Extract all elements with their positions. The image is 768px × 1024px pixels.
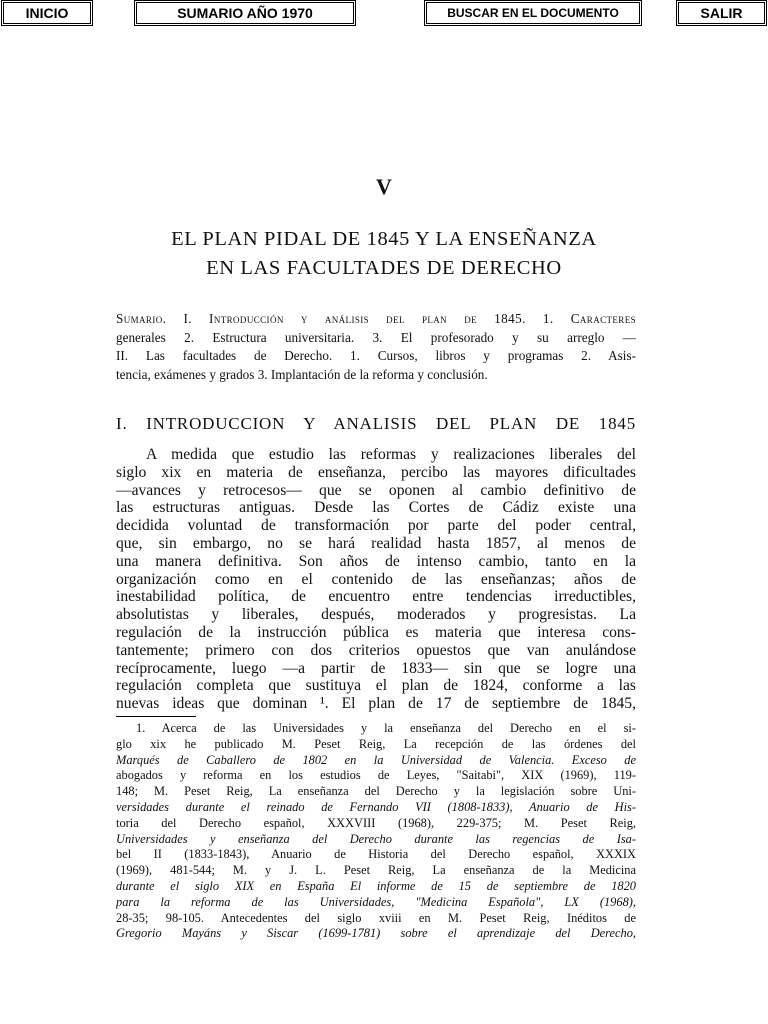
inicio-button[interactable]: INICIO xyxy=(3,2,91,24)
body-line: las estructuras antiguas. Desde las Cortes de Cádiz existe una xyxy=(116,499,636,517)
footnote-separator xyxy=(116,716,196,717)
summary-line: generales 2. Estructura universitaria. 3. El profesorado y su arreglo — xyxy=(116,329,636,345)
footnote-line: bel II (1833-1843), Anuario de Historia del Derecho español, XXXIX xyxy=(116,847,636,862)
chapter-number: V xyxy=(376,174,392,199)
body-line: tantemente; primero con dos criterios opuestos que van anulándose xyxy=(116,641,636,659)
salir-button[interactable]: SALIR xyxy=(678,2,765,24)
body-line: decidida voluntad de transformación por parte del poder central, xyxy=(116,517,636,535)
body-text xyxy=(116,446,636,713)
body-line: regulación completa que sustituya el plan de 1824, conforme a las xyxy=(116,677,636,695)
footnote-line: 1. Acerca de las Universidades y la enseñanza del Derecho en el si- xyxy=(136,721,636,735)
footnote-line: Universidades y enseñanza del Derecho durante las regencias de Isa- xyxy=(116,831,636,846)
footnote-line: 28-35; 98-105. Antecedentes del siglo xviii en M. Peset Reig, Inéditos de xyxy=(116,910,636,925)
footnote-line: versidades durante el reinado de Fernando VII (1808-1833), Anuario de His- xyxy=(116,799,636,814)
body-line: una manera definitiva. Son años de intenso cambio, tanto en la xyxy=(116,552,636,570)
footnote-line: toria del Derecho español, XXXVIII (1968), 229-375; M. Peset Reig, xyxy=(116,815,636,830)
body-line: siglo xix en materia de enseñanza, percibo las mayores dificultades xyxy=(116,463,636,481)
body-line: nuevas ideas que dominan ¹. El plan de 17 de septiembre de 1845, xyxy=(116,695,636,713)
summary-line: Sumario. I. Introducción y análisis del plan de 1845. 1. Caracteres xyxy=(116,311,636,326)
summary xyxy=(116,310,636,384)
summary-line: tencia, exámenes y grados 3. Implantación de la reforma y conclusión. xyxy=(116,366,488,382)
body-line: que, sin embargo, no se hará realidad hasta 1857, al menos de xyxy=(116,534,636,552)
body-line: regulación de la instrucción pública es materia que interesa cons- xyxy=(116,623,636,641)
body-line: recíprocamente, luego —a partir de 1833— sin que se logre una xyxy=(116,659,636,677)
summary-line: II. Las facultades de Derecho. 1. Cursos, libros y programas 2. Asis- xyxy=(116,348,636,363)
search-document-button[interactable]: BUSCAR EN EL DOCUMENTO xyxy=(426,2,640,24)
chapter-title-line-1: EL PLAN PIDAL DE 1845 Y LA ENSEÑANZA xyxy=(171,228,597,250)
body-line: —avances y retrocesos— que se oponen al cambio definitivo de xyxy=(116,481,636,499)
body-line: A medida que estudio las reformas y realizaciones liberales del xyxy=(146,446,636,463)
section-heading: I. INTRODUCCION Y ANALISIS DEL PLAN DE 1845 xyxy=(116,414,636,433)
body-line: absolutistas y liberales, después, moderados y progresistas. La xyxy=(116,606,636,624)
footnote-line: Marqués de Caballero de 1802 en la Universidad de Valencia. Exceso de xyxy=(116,752,636,767)
chapter-title-line-2: EN LAS FACULTADES DE DERECHO xyxy=(206,257,562,279)
footnote-line: durante el siglo XIX en España El informe de 15 de septiembre de 1820 xyxy=(116,878,636,893)
footnote-line: (1969), 481-544; M. y J. L. Peset Reig, La enseñanza de la Medicina xyxy=(116,863,636,878)
footnote-line: 148; M. Peset Reig, La enseñanza del Derecho y la legislación sobre Uni- xyxy=(116,784,636,799)
footnote-line: abogados y reforma en los estudios de Leyes, "Saitabi", XIX (1969), 119- xyxy=(116,768,636,783)
footnote-line: para la reforma de las Universidades, "Medicina Española", LX (1968), xyxy=(116,894,636,909)
sumario-button[interactable]: SUMARIO AÑO 1970 xyxy=(136,2,354,24)
footnote-line: Gregorio Mayáns y Siscar (1699-1781) sobre el aprendizaje del Derecho, xyxy=(116,926,636,941)
body-line: inestabilidad política, de encuentro entre tendencias irreductibles, xyxy=(116,588,636,606)
body-line: organización como en el contenido de las enseñanzas; años de xyxy=(116,570,636,588)
footnotes xyxy=(116,721,636,942)
footnote-line: glo xix he publicado M. Peset Reig, La recepción de las órdenes del xyxy=(116,736,636,751)
